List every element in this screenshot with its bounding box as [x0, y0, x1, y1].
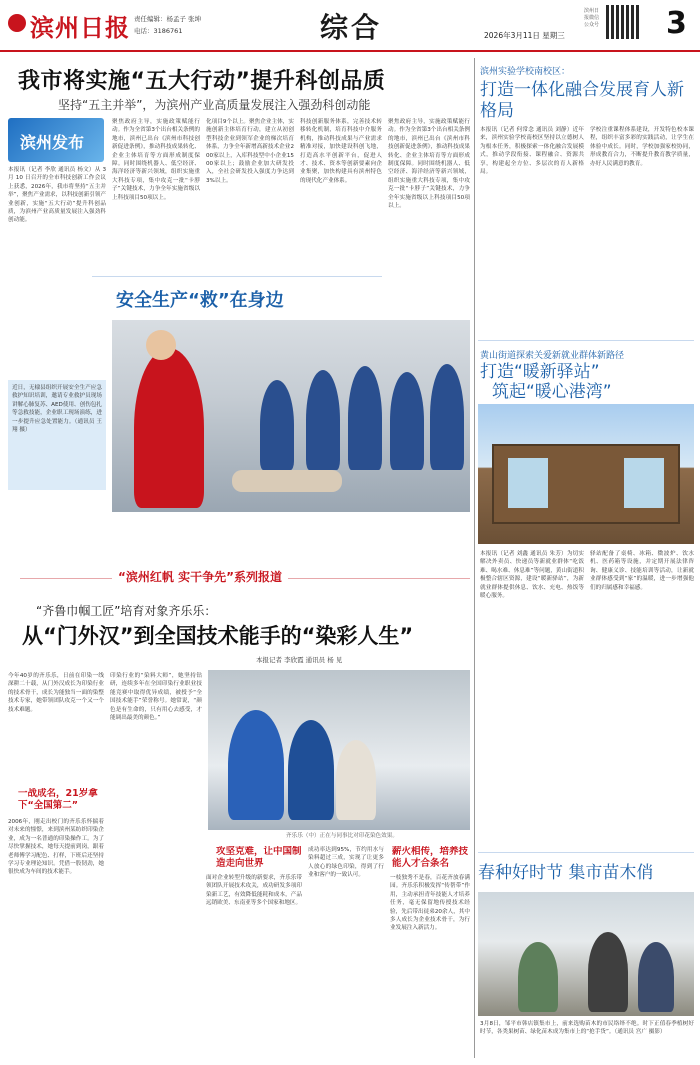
feature-subhead-1: 一战成名，21岁拿下“全国第二”: [18, 788, 98, 811]
school-headline: 打造一体化融合发展育人新格局: [480, 80, 684, 121]
column-separator: [474, 58, 475, 1058]
feature-subhead-2: 攻坚克难，让中国制造走向世界: [216, 846, 302, 869]
feature-byline: 本报记者 李欣霞 通讯员 杨 见: [256, 656, 343, 664]
station-kicker: 黄山街道探索关爱新就业群体新路径: [480, 351, 625, 361]
issue-date: 2026年3月11日 星期三: [484, 31, 565, 40]
lead-column-1: 本报讯（记者 李欣 通讯员 杨文）从 3 月 10 日召开的全市科技创新工作会议上获悉，2026年，我市将坚持“五主并举”，聚焦产业需求，以科技创新引领产业创新，实施“五大行动”提升科创品质，为滨州产业高质量发展注入强劲科创动能。: [8, 167, 106, 224]
feature-subhead-3: 薪火相传，培养技能人才合条名: [392, 846, 469, 869]
phone-line: 电话：3186761: [134, 27, 183, 35]
lead-subheadline: 坚持“五主并举”，为滨州产业高质量发展注入强劲科创动能: [58, 98, 371, 112]
station-headline-1: 打造“暖新驿站”: [480, 362, 600, 382]
safety-training-photo: [112, 320, 470, 512]
qr-code-icon[interactable]: [606, 5, 640, 39]
series-title: “滨州红帆 实干争先”系列报道: [112, 568, 288, 585]
feature-column-2: 印染行业的“染料大师”，她坚持钻研，连续多年在全国印染行业职业技能竞赛中取得优异成绩，被授予“全国技术能手”荣誉称号。她常说，“颜色是有生命的，只有用心去感受，才能调出最美的颜色。”: [110, 673, 202, 722]
lead-column-3: 化项目9个以上。聚焦企业主体，实施创新主体培育行动，建立从初创型科技企业到领军企业的梯次培育体系，力争全年新增高新技术企业200家以上，入库科技型中小企业1500家以上；鼓励企业加大研发投入，全社会研发投入强度力争达到3%以上。: [206, 119, 294, 184]
school-kicker: 滨州实验学校南校区：: [480, 67, 571, 77]
lead-column-4: 科技创新服务体系，完善技术转移转化机制，培育科技中介服务机构，推动科技成果与产业需求精准对接，加快建设科创飞地，打造高水平创新平台，促进人才、技术、资本等创新要素向企业集聚，加快构建具有滨州特色的现代化产业体系。: [300, 119, 382, 184]
feature-kicker: “齐鲁巾帼工匠”培育对象齐乐乐：: [36, 604, 217, 618]
station-headline-2: 筑起“暖心港湾”: [492, 382, 612, 402]
page-number: 3: [666, 6, 687, 41]
newspaper-logo: 滨州日报: [30, 13, 130, 42]
market-photo: [478, 892, 694, 1016]
release-banner: [8, 118, 104, 162]
lead-headline: 我市将实施“五大行动”提升科创品质: [18, 69, 386, 94]
qr-label: 滨州日报微信公众号: [584, 8, 600, 28]
feature-column-1: 今年40岁的齐乐乐，日前在印染一线深耕二十载，从门外汉成长为印染行业的技术骨干，成长为能独当一面的染整技术专家，她带领团队攻克一个又一个技术难题。: [8, 673, 104, 713]
feature-photo-caption: 齐乐乐（中）正在与同事比对印花染色效果。: [286, 833, 398, 839]
right-divider-1: [478, 340, 694, 341]
lead-column-2: 聚焦政府主导，实施政策赋能行动。作为全省第3个出台相关条例的地市，滨州已出台《滨州市科技创新促进条例》，推动科技成果转化、企业主体培育等方面形成制度保障。同时围绕机器人、低空经济、海洋经济等新兴领域，组织实施重大科技专项，集中攻克一批“卡脖子”关键技术，力争全年实施省级以上科技项目50项以上。: [112, 119, 200, 201]
safety-headline: 安全生产“救”在身边: [116, 290, 284, 311]
feature-column-1b: 2006年，刚走出校门的齐乐乐怀揣着对未来的憧憬，来到滨州某纺织印染企业，成为一名普通的印染操作工。为了尽快掌握技术，她每天提前到岗，跟着老师傅学习配色、打样，下班后还坚持学习专业理论知识。凭借一股韧劲，她很快成为车间的技术能手。: [8, 819, 104, 876]
feature-column-3: 成功率达到95%，节约用水与染料超过三成，实现了让更多人放心的绿色印染，得到了行业和客户的一致认可。: [308, 847, 384, 879]
feature-column-2b: 面对企业转型升级的新要求，齐乐乐带领团队开展技术攻关，成功研发多项印染新工艺，有效降低能耗和成本，产品远销欧美、东南亚等多个国家和地区。: [206, 875, 302, 907]
release-banner-text: 滨州发布: [20, 133, 85, 152]
feature-column-3b: 一枝独秀不是春，百花齐放春满园。齐乐乐积极发挥“传帮带”作用，主动承担青年技能人才培养任务，毫无保留地传授技术经验，先后带出徒弟20余人，其中多人成长为企业技术骨干，为行业发展注入新活力。: [390, 875, 470, 932]
station-column-1: 本报讯（记者 刘鑫 通讯员 朱芳）为切实解决外卖员、快递员等新就业群体“吃饭难、喝水难、休息难”等问题，黄山街道积极整合辖区资源，建设“暖新驿站”，为新就业群体提供休息、饮水、充电、热饭等暖心服务。: [480, 551, 584, 600]
station-column-2: 驿站配备了桌椅、冰箱、微波炉、饮水机、医药箱等设施，并定期开展法律咨询、健康义诊、技能培训等活动，让新就业群体感受到“家”的温暖，进一步增强他们的归属感和幸福感。: [590, 551, 694, 591]
section-title: 综合: [320, 11, 383, 44]
feature-headline: 从“门外汉”到全国技术能手的“染彩人生”: [22, 624, 414, 648]
masthead-rule: [0, 50, 700, 52]
right-divider-2: [478, 852, 694, 853]
editor-line: 责任编辑：杨孟子 张坤: [134, 15, 202, 23]
masthead: [0, 0, 700, 52]
safety-caption: 近日，无棣县组织开展安全生产应急救护知识培训，邀请专业救护员现场讲解心肺复苏、AED使用、创伤包扎等急救技能，企业职工现场演练，进一步提升应急处置能力。（通讯员 王翔 摄）: [8, 380, 106, 490]
station-photo: [478, 404, 694, 544]
feature-photo: [208, 670, 470, 830]
school-column-2: 学校注重课程体系建设，开发特色校本课程，组织丰富多彩的实践活动，让学生在体验中成长。同时，学校加强家校协同，形成教育合力，不断提升教育教学质量，办好人民满意的教育。: [590, 127, 694, 167]
lead-column-5: 聚焦政府主导，实施政策赋能行动。作为全省第3个出台相关条例的地市，滨州已出台《滨州市科技创新促进条例》，推动科技成果转化、企业主体培育等方面形成制度保障。同时围绕机器人、低空经济、海洋经济等新兴领域，组织实施重大科技专项，集中攻克一批“卡脖子”关键技术，力争全年实施省级以上科技项目50项以上。: [388, 119, 470, 210]
school-column-1: 本报讯（记者 何常念 通讯员 刘静）近年来，滨州实验学校南校区坚持以立德树人为根本任务，积极探索一体化融合发展模式，推动学段衔接、课程融合、资源共享，构建起全方位、多层次的育人新格局。: [480, 127, 584, 176]
market-caption: 3月8日，邹平市韩店镇集市上，前来选购苗木的市民络绎不绝。时下正值春季植树好时节，各类果树苗、绿化苗木成为集市上的“抢手货”。（通讯员 宫广 摄影）: [480, 1021, 694, 1036]
logo-icon: [8, 14, 26, 32]
market-headline: 春种好时节 集市苗木俏: [478, 863, 654, 883]
